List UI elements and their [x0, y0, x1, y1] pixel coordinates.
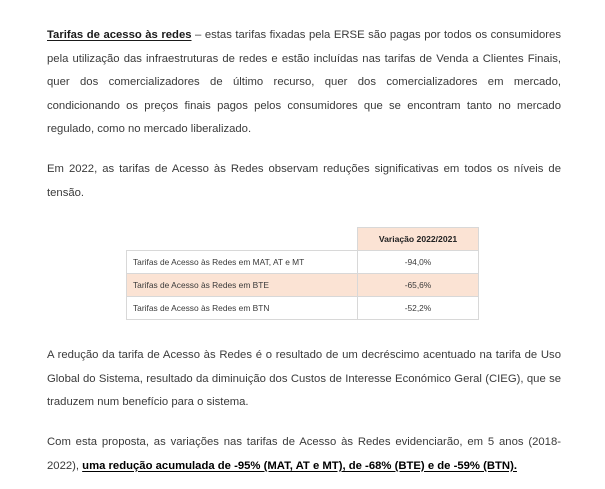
table-row [127, 297, 479, 320]
paragraph-lead-term: Tarifas de acesso às redes [47, 29, 192, 41]
proposal-paragraph [47, 431, 561, 478]
table-row-label: Tarifas de Acesso às Redes em MAT, AT e MT [127, 251, 358, 274]
explanation-paragraph: A redução da tarifa de Acesso às Redes é o resultado de um decréscimo acentuado na tarifa de Uso Global do Sistema, resultado da diminuição dos Custos de Interesse Económico Geral (CIEG), que se traduzem num benefício para o sistema. [47, 349, 561, 408]
table-row-highlighted [127, 274, 479, 297]
table-row-label: Tarifas de Acesso às Redes em BTN [127, 297, 358, 320]
table-row [127, 251, 479, 274]
table-row-value: -65,6% [358, 274, 479, 297]
proposal-paragraph-text: Com esta proposta, as variações nas tarifas de Acesso às Redes evidenciarão, em 5 anos (2018-2022), [47, 436, 561, 472]
table-header-variation: Variação 2022/2021 [358, 228, 479, 251]
reductions-paragraph: Em 2022, as tarifas de Acesso às Redes observam reduções significativas em todos os níveis de tensão. [47, 163, 561, 199]
intro-paragraph [47, 24, 561, 142]
table-corner-cell [127, 228, 358, 251]
tariff-variation-table [126, 227, 479, 320]
intro-paragraph-text: – estas tarifas fixadas pela ERSE são pagas por todos os consumidores pela utilização das infraestruturas de redes e estão incluídas nas tarifas de Venda a Clientes Finais, quer dos comercializadores de último recurso, quer dos comercializadores em mercado, condicionando os preços finais pagos pelos consumidores que se encontram tanto no mercado regulado, como no mercado liberalizado. [47, 29, 561, 135]
table-row-label: Tarifas de Acesso às Redes em BTE [127, 274, 358, 297]
accumulated-reduction-highlight: uma redução acumulada de -95% (MAT, AT e MT), de -68% (BTE) e de -59% (BTN). [82, 459, 517, 472]
table-row-value: -94,0% [358, 251, 479, 274]
table-header-row [127, 228, 479, 251]
table-row-value: -52,2% [358, 297, 479, 320]
